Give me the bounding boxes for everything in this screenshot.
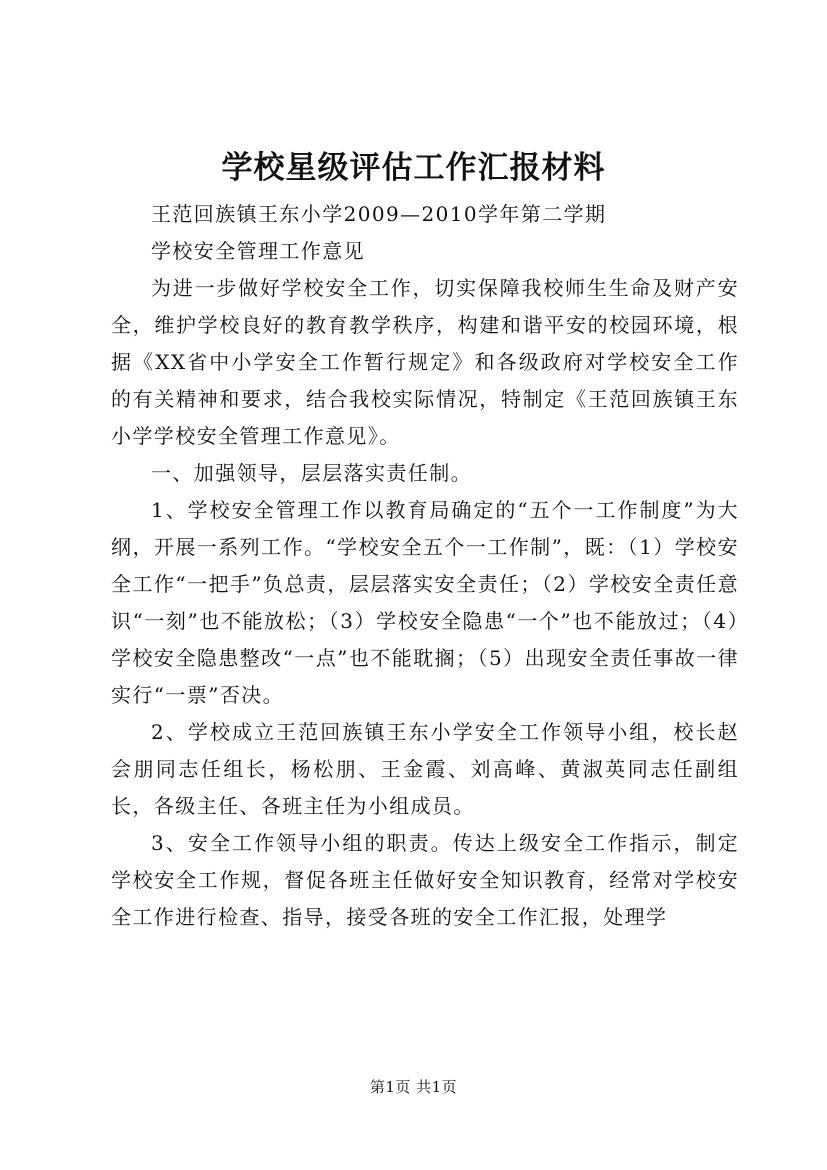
document-title: 学校星级评估工作汇报材料 bbox=[221, 150, 606, 186]
document-body bbox=[111, 196, 739, 936]
paragraph-item-2: 2、学校成立王范回族镇王东小学安全工作领导小组，校长赵会朋同志任组长，杨松朋、王金霞、刘高峰、黄淑英同志任副组长，各级主任、各班主任为小组成员。 bbox=[111, 720, 739, 818]
page-footer: 第1页 共1页 bbox=[369, 1078, 458, 1096]
paragraph-section-heading: 学校安全管理工作意见 bbox=[151, 239, 365, 263]
paragraph-school-term: 王范回族镇王东小学2009—2010学年第二学期 bbox=[151, 202, 607, 226]
paragraph-intro: 为进一步做好学校安全工作，切实保障我校师生生命及财产安全，维护学校良好的教育教学秩序，构建和谐平安的校园环境，根据《XX省中小学安全工作暂行规定》和各级政府对学校安全工作的有关精神和要求，结合我校实际情况，特制定《王范回族镇王东小学学校安全管理工作意见》。 bbox=[111, 276, 739, 448]
paragraph-item-1: 1、学校安全管理工作以教育局确定的“五个一工作制度”为大纲，开展一系列工作。“学校安全五个一工作制”，既：（1）学校安全工作“一把手”负总责，层层落实安全责任；（2）学校安全责任意识“一刻”也不能放松；（3）学校安全隐患“一个”也不能放过；（4）学校安全隐患整改“一点”也不能耽搁；（5）出现安全责任事故一律实行“一票”否决。 bbox=[111, 498, 739, 707]
paragraph-heading-one: 一、加强领导，层层落实责任制。 bbox=[151, 461, 472, 485]
paragraph-item-3: 3、安全工作领导小组的职责。传达上级安全工作指示，制定学校安全工作规，督促各班主任做好安全知识教育，经常对学校安全工作进行检查、指导，接受各班的安全工作汇报，处理学 bbox=[111, 831, 739, 929]
